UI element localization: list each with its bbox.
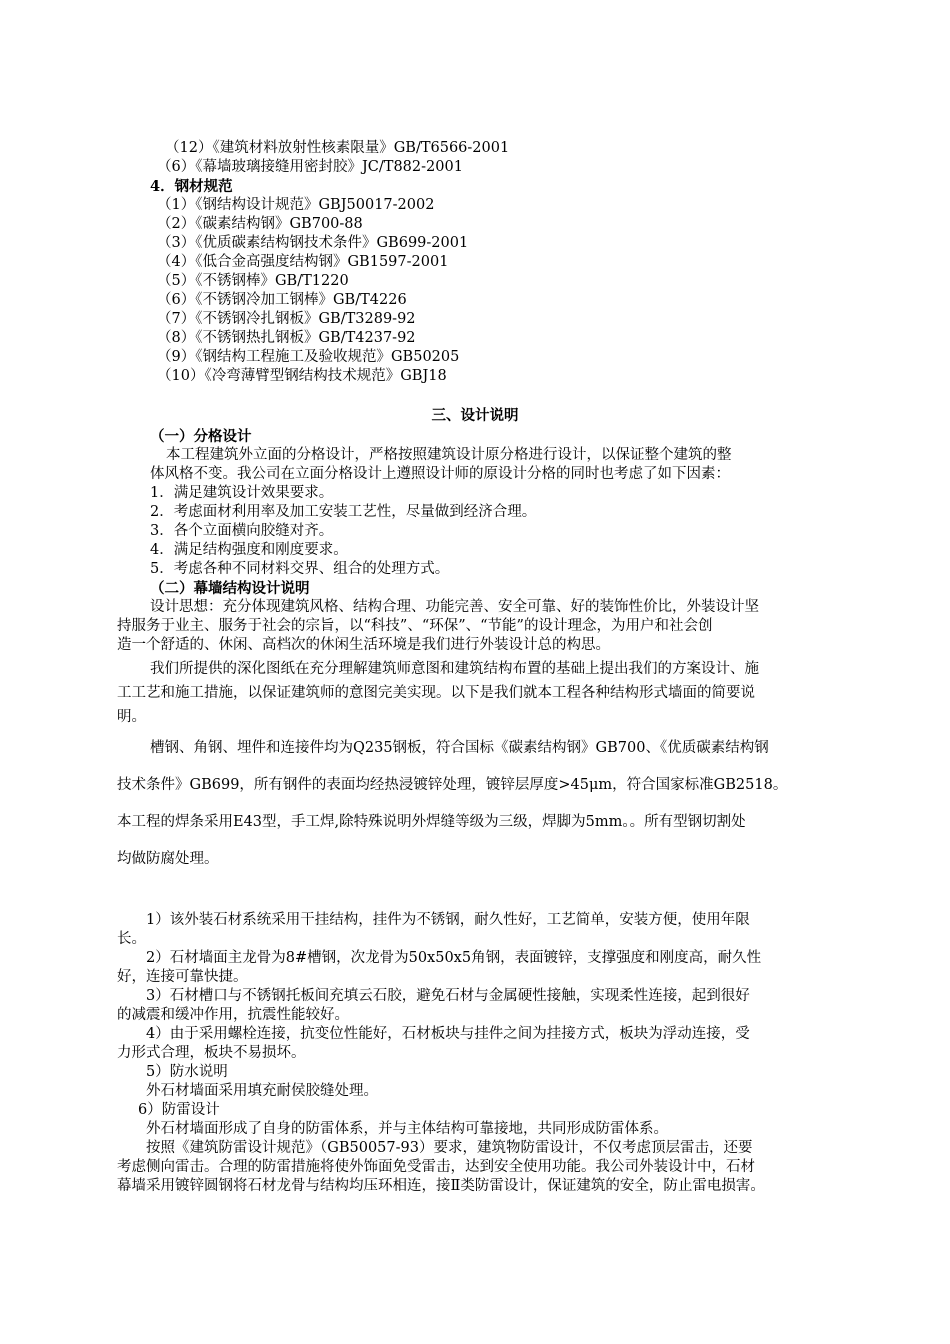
paragraph-line: 槽钢、角钢、埋件和连接件均为Q235钢板，符合国标《碳素结构钢》GB700、《优质碳素结构钢 [150,740,769,756]
paragraph-line: 按照《建筑防雷设计规范》（GB50057-93）要求，建筑物防雷设计，不仅考虑顶层雷击，还要 [146,1140,753,1156]
section-heading-steel: 4．钢材规范 [150,178,233,195]
list-item: （6）《不锈钢冷加工钢棒》GB/T4226 [157,292,407,308]
paragraph-line: 明。 [117,709,146,725]
list-item: （7）《不锈钢冷扎钢板》GB/T3289-92 [157,311,416,327]
paragraph-line: 外石材墙面形成了自身的防雷体系，并与主体结构可靠接地，共同形成防雷体系。 [146,1121,668,1137]
list-item: （5）《不锈钢棒》GB/T1220 [157,273,349,289]
list-item: 3．各个立面横向胶缝对齐。 [150,523,334,539]
paragraph-line: 外石材墙面采用填充耐侯胶缝处理。 [146,1083,378,1099]
paragraph-line: 力形式合理，板块不易损坏。 [117,1045,306,1061]
paragraph-line: 3）石材槽口与不锈钢托板间充填云石胶，避免石材与金属硬性接触，实现柔性连接，起到很好 [146,988,750,1004]
paragraph-line: 6）防雷设计 [138,1102,220,1118]
paragraph-line: 本工程的焊条采用E43型，手工焊,除特殊说明外焊缝等级为三级，焊脚为5mm。。所有型钢切割处 [117,814,746,830]
paragraph-line: 工工艺和施工措施，以保证建筑师的意图完美实现。以下是我们就本工程各种结构形式墙面的简要说 [117,685,755,701]
paragraph-line: 我们所提供的深化图纸在充分理解建筑师意图和建筑结构布置的基础上提出我们的方案设计、施 [150,661,759,677]
paragraph-line: 设计思想：充分体现建筑风格、结构合理、功能完善、安全可靠、好的装饰性价比，外装设计坚 [150,599,759,615]
list-item: 5．考虑各种不同材料交界、组合的处理方式。 [150,561,450,577]
list-item: 2．考虑面材利用率及加工安装工艺性，尽量做到经济合理。 [150,504,537,520]
list-item: （4）《低合金高强度结构钢》GB1597-2001 [157,254,449,270]
subsection-heading: （二）幕墙结构设计说明 [150,580,310,597]
paragraph-line: 好，连接可靠快捷。 [117,969,248,985]
list-item: （3）《优质碳素结构钢技术条件》GB699-2001 [157,235,469,251]
paragraph-line: 1）该外装石材系统采用干挂结构，挂件为不锈钢，耐久性好，工艺简单，安装方便，使用年限 [146,912,750,928]
list-item: （6）《幕墙玻璃接缝用密封胶》JC/T882-2001 [157,159,463,175]
paragraph-line: 考虑侧向雷击。合理的防雷措施将使外饰面免受雷击，达到安全使用功能。我公司外装设计中，石材 [117,1159,755,1175]
list-item: （9）《钢结构工程施工及验收规范》GB50205 [157,349,460,365]
paragraph-line: 的减震和缓冲作用，抗震性能较好。 [117,1007,349,1023]
paragraph-line: 幕墙采用镀锌圆钢将石材龙骨与结构均压环相连，接Ⅱ类防雷设计，保证建筑的安全，防止雷电损害。 [117,1178,765,1194]
paragraph-line: 造一个舒适的、休闲、高档次的休闲生活环境是我们进行外装设计总的构思。 [117,637,610,653]
section-title: 三、设计说明 [431,407,519,424]
paragraph-line: 技术条件》GB699，所有钢件的表面均经热浸镀锌处理，镀锌层厚度>45μm，符合国家标准GB2518。 [117,777,788,793]
paragraph-line: 持服务于业主、服务于社会的宗旨，以“科技”、“环保”、“节能”的设计理念，为用户和社会创 [117,618,713,634]
subsection-heading: （一）分格设计 [150,428,252,445]
list-item: （10）《冷弯薄臂型钢结构技术规范》GBJ18 [157,368,447,384]
list-item: 4．满足结构强度和刚度要求。 [150,542,348,558]
paragraph-line: 长。 [117,931,146,947]
list-item: （8）《不锈钢热扎钢板》GB/T4237-92 [157,330,416,346]
paragraph-line: 本工程建筑外立面的分格设计，严格按照建筑设计原分格进行设计，以保证整个建筑的整 [166,447,732,463]
paragraph-line: 体风格不变。我公司在立面分格设计上遵照设计师的原设计分格的同时也考虑了如下因素： [150,466,730,482]
paragraph-line: 2）石材墙面主龙骨为8#槽钢，次龙骨为50x50x5角钢，表面镀锌，支撑强度和刚度高，耐久性 [146,950,762,966]
list-item: （2）《碳素结构钢》GB700-88 [157,216,363,232]
paragraph-line: 均做防腐处理。 [117,851,219,867]
paragraph-line: 4）由于采用螺栓连接，抗变位性能好，石材板块与挂件之间为挂接方式，板块为浮动连接，受 [146,1026,750,1042]
list-item: （12）《建筑材料放射性核素限量》GB/T6566-2001 [165,140,510,156]
list-item: 1．满足建筑设计效果要求。 [150,485,334,501]
paragraph-line: 5）防水说明 [146,1064,228,1080]
list-item: （1）《钢结构设计规范》GBJ50017-2002 [157,197,435,213]
